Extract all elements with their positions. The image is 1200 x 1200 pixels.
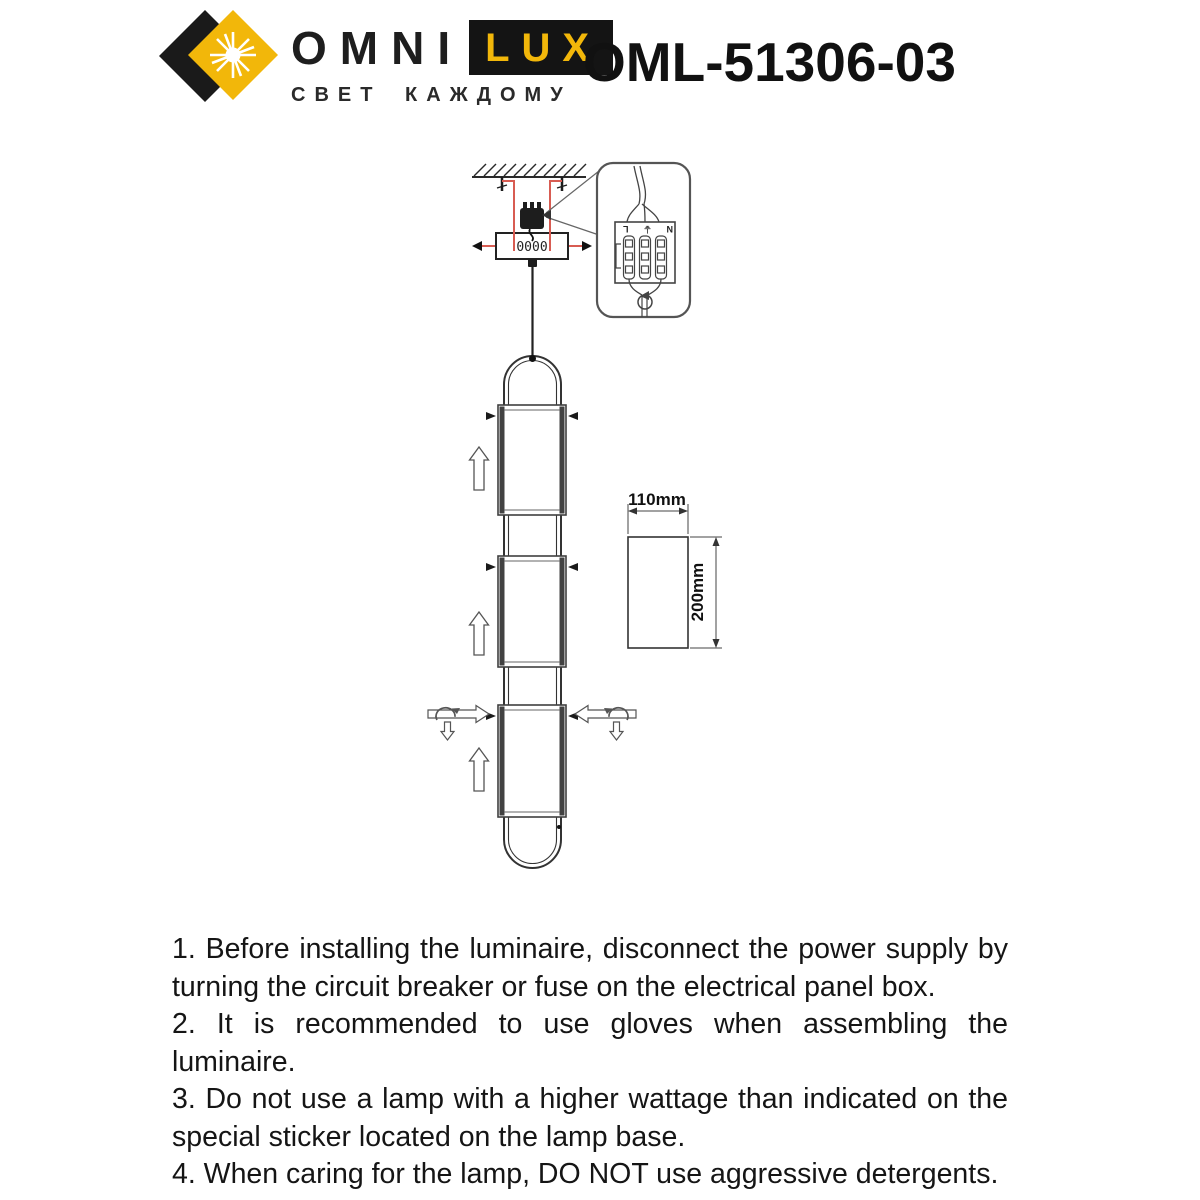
- safety-instructions: [172, 931, 1008, 1194]
- align-marker-right-icon: [568, 412, 578, 420]
- up-arrow-icon: [470, 612, 489, 655]
- instruction-item: 4. When caring for the lamp, DO NOT use aggressive detergents.: [172, 1158, 999, 1190]
- align-marker-left-icon: [486, 563, 496, 571]
- brand-tagline: СВЕТ КАЖДОМУ: [291, 84, 572, 106]
- model-number: OML-51306-03: [583, 31, 956, 93]
- up-arrow-icon: [470, 748, 489, 791]
- terminal-detail-inset: [597, 163, 690, 317]
- height-dimension-label: 200mm: [688, 562, 707, 622]
- rotate-arrow-group-left: [428, 706, 489, 741]
- instruction-item: 3. Do not use a lamp with a higher wattage than indicated on the special sticker located on the lamp base.: [172, 1083, 1008, 1153]
- terminal-strips: [616, 236, 667, 279]
- shade-segment: [486, 705, 578, 817]
- width-dimension-label: 110mm: [628, 490, 686, 509]
- arrow-left-icon: [472, 241, 482, 251]
- dimension-drawing: [628, 490, 722, 648]
- down-arrow-icon: [610, 722, 623, 740]
- brand-omni-label: OMNI: [291, 21, 464, 74]
- shade-segment: [486, 556, 578, 667]
- shade-segment: [486, 405, 578, 515]
- down-arrow-icon: [441, 722, 454, 740]
- rotate-arrow-group-right: [575, 706, 636, 741]
- terminal-labels: N ⏚ L: [617, 224, 673, 234]
- suspension-cord: [528, 259, 537, 358]
- brand-lux-label: LUX: [485, 26, 602, 70]
- up-arrow-icon: [470, 447, 489, 490]
- canopy-screw-marks: 0000: [516, 240, 548, 255]
- slide-up-arrows: [470, 447, 489, 791]
- align-marker-right-icon: [568, 563, 578, 571]
- mounting-screws: [497, 177, 567, 191]
- align-marker-left-icon: [486, 412, 496, 420]
- instruction-item: 2. It is recommended to use gloves when assembling the luminaire.: [172, 1008, 1008, 1078]
- arrow-right-icon: [582, 241, 592, 251]
- instruction-item: 1. Before installing the luminaire, disconnect the power supply by turning the circuit breaker or fuse on the electrical panel box.: [172, 933, 1008, 1003]
- ceiling-hatch: [472, 164, 586, 177]
